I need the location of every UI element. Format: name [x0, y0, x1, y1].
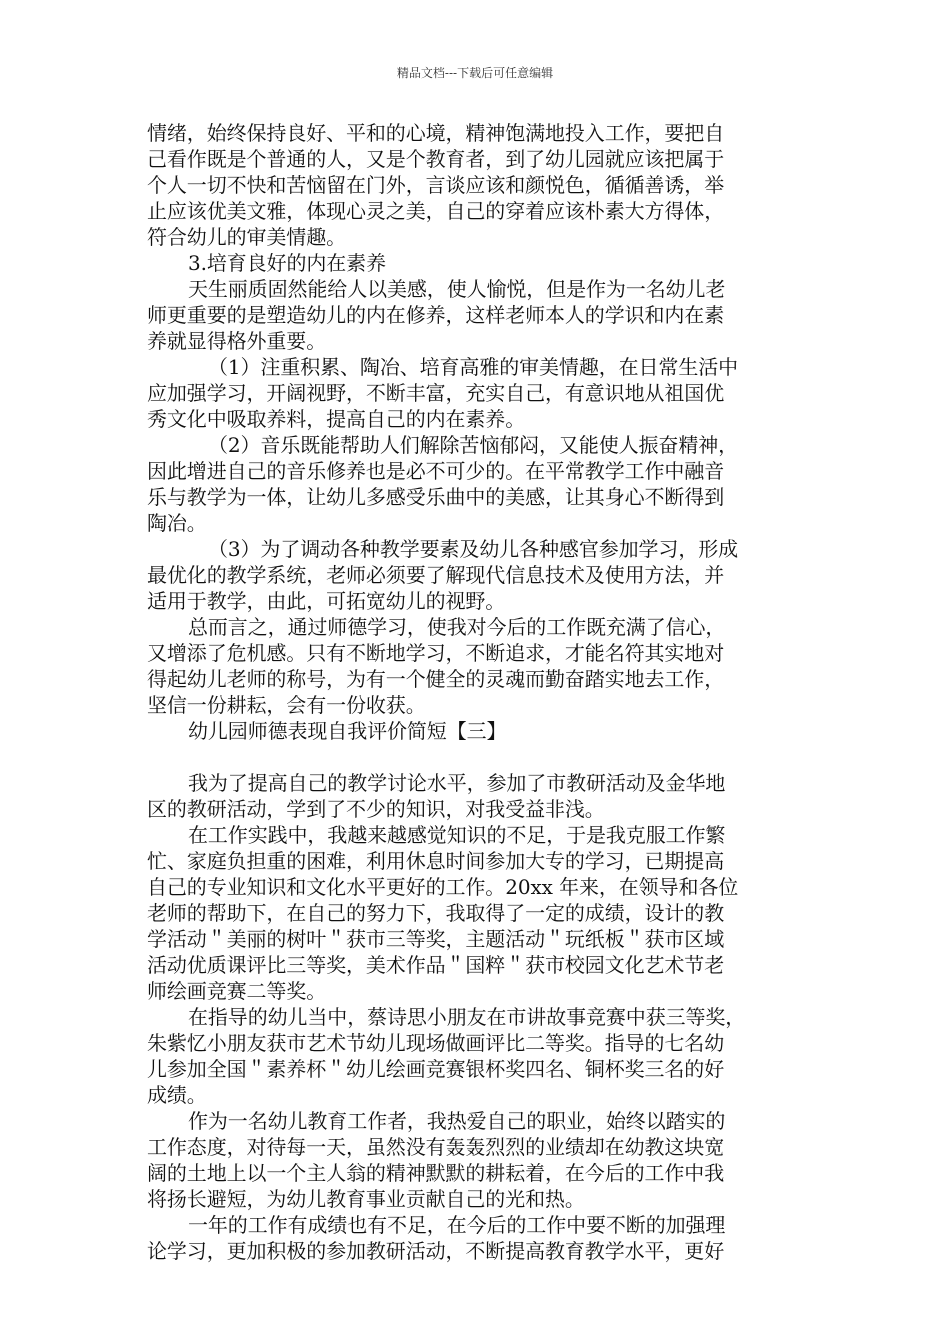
text-line: （1）注重积累、陶冶、培育高雅的审美情趣，在日常生活中 — [208, 355, 739, 379]
text-line: 区的教研活动，学到了不少的知识，对我受益非浅。 — [147, 797, 605, 821]
text-line: 适用于教学，由此，可拓宽幼儿的视野。 — [147, 589, 506, 613]
text-line: 最优化的教学系统，老师必须要了解现代信息技术及使用方法，并 — [147, 563, 725, 587]
text-line: 作为一名幼儿教育工作者，我热爱自己的职业，始终以踏实的 — [188, 1109, 726, 1133]
text-line: 得起幼儿老师的称号，为有一个健全的灵魂而勤奋踏实地去工作， — [147, 667, 725, 691]
text-line: 学活动＂美丽的树叶＂获市三等奖，主题活动＂玩纸板＂获市区域 — [147, 927, 725, 951]
text-line: 情绪，始终保持良好、平和的心境，精神饱满地投入工作，要把自 — [147, 121, 725, 145]
text-line: （3）为了调动各种教学要素及幼儿各种感官参加学习，形成 — [208, 537, 739, 561]
text-line: 又增添了危机感。只有不断地学习，不断追求，才能名符其实地对 — [147, 641, 725, 665]
text-line: 论学习，更加积极的参加教研活动，不断提高教育教学水平，更好 — [147, 1239, 725, 1263]
text-line: 养就显得格外重要。 — [147, 329, 327, 353]
text-line: 因此增进自己的音乐修养也是必不可少的。在平常教学工作中融音 — [147, 459, 725, 483]
text-line: 我为了提高自己的教学讨论水平，参加了市教研活动及金华地 — [188, 771, 726, 795]
text-line: 坚信一份耕耘，会有一份收获。 — [147, 693, 426, 717]
text-line: 己看作既是个普通的人，又是个教育者，到了幼儿园就应该把属于 — [147, 147, 725, 171]
text-line: 幼儿园师德表现自我评价简短【三】 — [188, 719, 507, 743]
text-line: 活动优质课评比三等奖，美术作品＂国粹＂获市校园文化艺术节老 — [147, 953, 725, 977]
text-line: 乐与教学为一体，让幼儿多感受乐曲中的美感，让其身心不断得到 — [147, 485, 725, 509]
text-line: 总而言之，通过师德学习，使我对今后的工作既充满了信心， — [188, 615, 726, 639]
text-line: 在指导的幼儿当中，蔡诗思小朋友在市讲故事竞赛中获三等奖， — [188, 1005, 746, 1029]
text-line: 将扬长避短，为幼儿教育事业贡献自己的光和热。 — [147, 1187, 585, 1211]
text-line: 天生丽质固然能给人以美感，使人愉悦，但是作为一名幼儿老 — [188, 277, 726, 301]
text-line: （2）音乐既能帮助人们解除苦恼郁闷，又能使人振奋精神， — [208, 433, 739, 457]
text-line: 老师的帮助下，在自己的努力下，我取得了一定的成绩，设计的教 — [147, 901, 725, 925]
text-line: 秀文化中吸取养料，提高自己的内在素养。 — [147, 407, 526, 431]
text-line: 阔的土地上以一个主人翁的精神默默的耕耘着，在今后的工作中我 — [147, 1161, 725, 1185]
text-line: 符合幼儿的审美情趣。 — [147, 225, 346, 249]
text-line: 成绩。 — [147, 1083, 207, 1107]
text-line: 工作态度，对待每一天，虽然没有轰轰烈烈的业绩却在幼教这块宽 — [147, 1135, 725, 1159]
text-line: 陶冶。 — [147, 511, 207, 535]
text-line: 朱紫忆小朋友获市艺术节幼儿现场做画评比二等奖。指导的七名幼 — [147, 1031, 725, 1055]
text-line: 一年的工作有成绩也有不足，在今后的工作中要不断的加强理 — [188, 1213, 726, 1237]
text-line: 师绘画竞赛二等奖。 — [147, 979, 327, 1003]
page-header: 精品文档---下载后可任意编辑 — [396, 66, 554, 80]
document-body — [147, 120, 811, 1264]
text-line: 自己的专业知识和文化水平更好的工作。20xx 年来，在领导和各位 — [147, 875, 739, 899]
text-line: 止应该优美文雅，体现心灵之美，自己的穿着应该朴素大方得体， — [147, 199, 725, 223]
text-line: 忙、家庭负担重的困难，利用休息时间参加大专的学习，已期提高 — [147, 849, 725, 873]
text-line: 3.培育良好的内在素养 — [188, 251, 386, 275]
text-line: 应加强学习，开阔视野，不断丰富，充实自己，有意识地从祖国优 — [147, 381, 725, 405]
text-line: 师更重要的是塑造幼儿的内在修养，这样老师本人的学识和内在素 — [147, 303, 725, 327]
text-line: 儿参加全国＂素养杯＂幼儿绘画竞赛银杯奖四名、铜杯奖三名的好 — [147, 1057, 725, 1081]
text-line: 在工作实践中，我越来越感觉知识的不足，于是我克服工作繁 — [188, 823, 726, 847]
text-line: 个人一切不快和苦恼留在门外，言谈应该和颜悦色，循循善诱，举 — [147, 173, 725, 197]
text-line — [147, 744, 811, 770]
